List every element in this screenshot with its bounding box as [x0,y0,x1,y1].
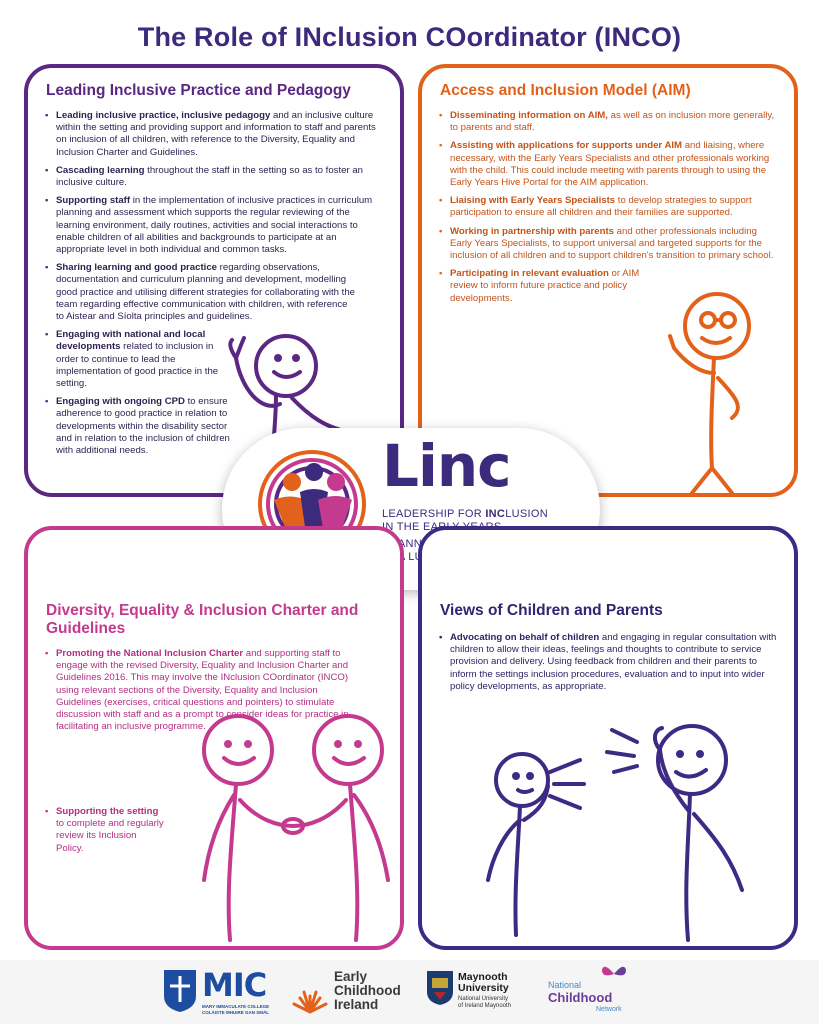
panel-title: Views of Children and Parents [440,602,663,619]
list-item: • Promoting the National Inclusion Charter and supporting staff to engage with the revised Diversity, Equality and Inclusion Charter and Guidelines 2016. This may involve the INclusion COordinator (INCO) using relevant sections of the Diversity, Equality and Inclusion Guidelines (exercises, critical questions and pointers) to stimulate discussion with staff and as a prompt to consider ideas for practice in facilitating an inclusive programme. [44,648,364,800]
list-item: • Supporting the setting to complete and regularly review its Inclusion Policy. [44,806,166,855]
maynooth-university-logo: Maynooth University National University of Ireland Maynooth [426,966,536,1020]
list-item: • Sharing learning and good practice regarding observations, documentation and curriculum planning and development, modelling good practice and utilising different strategies for collaborating with the team regarding effective communication with children, with reference to Aistear and Síolta principles and guidelines. [44,262,356,323]
handshake-stick-figures-illustration [178,700,408,950]
early-childhood-ireland-logo: Early Childhood Ireland [290,966,420,1020]
linc-wordmark: Linc [382,432,511,500]
page-title: The Role of INclusion COordinator (INCO) [137,22,682,52]
list-item: • Cascading learning throughout the staff in the setting so as to foster an inclusive culture. [44,165,384,189]
list-item: • Engaging with ongoing CPD to ensure adherence to good practice in relation to developments within the disability sector and in relation to the inclusion of children with additional needs. [44,396,231,457]
listening-stick-figures-illustration [462,710,792,950]
panel-title: Diversity, Equality & Inclusion Charter and Guidelines [46,602,359,637]
list-item: • Participating in relevant evaluation or AIM review to inform future practice and policy developments. [438,268,645,305]
sunburst-icon [290,974,330,1014]
panel-title: Access and Inclusion Model (AIM) [440,82,691,99]
panel-views-children-parents [418,526,798,950]
national-childhood-network-logo: National Childhood Network [548,962,648,1020]
list-item: • Engaging with national and local developments related to inclusion in order to continue to lead the implementation of good practice in the setting. [44,329,231,390]
list-item: • Assisting with applications for supports under AIM and liaising, where necessary, with the Early Years Specialists and other professionals working with the child. This could include meeting with parents through to using the Early Years Hive Portal for the AIM application. [438,140,778,189]
maynooth-crest-icon [426,970,454,1006]
linc-tagline-en-2: IN THE [382,521,420,533]
list-item: • Leading inclusive practice, inclusive pedagogy and an inclusive culture within the setting and providing support and information to staff and parents on inclusion of all children, with reference to the Diversity, Equality and Inclusion Charter and Guidelines. [44,110,384,159]
butterfly-icon [600,962,628,984]
panel-title: Leading Inclusive Practice and Pedagogy [46,82,351,99]
bullet-list [438,632,783,699]
linc-tagline-en: LEADERSHIP FOR INCLUSION [382,508,548,520]
panel-diversity-equality-inclusion [24,526,404,950]
list-item: • Advocating on behalf of children and engaging in regular consultation with children to allow their ideas, feelings and thoughts to contribute to service provision and delivery. Using feedback from children and their parents to inform the settings inclusion procedures, evaluation and to input into wider policy developments, as appropriate. [438,632,783,693]
mic-logo: MIC MARY IMMACULATE COLLEGE COLÁISTE MHUIRE GAN SMÁL [162,964,292,1020]
list-item: • Working in partnership with parents and other professionals including Early Years Specialists, to support universal and targeted supports for the inclusion of all children and to support children's transition to primary school. [438,226,778,263]
list-item: • Disseminating information on AIM, as well as on inclusion more generally, to parents and staff. [438,110,778,134]
footer-partner-logos [0,960,819,1024]
list-item: • Supporting staff in the implementation of inclusive practices in curriculum planning and assessment which supports the regular reviewing of the learning environment, daily routines, activities and social interactions to enable children of all abilities and backgrounds to participate at an appropriate level in both individual and common tasks. [44,195,384,256]
thinking-stick-figure-illustration [632,278,782,498]
list-item: • Liaising with Early Years Specialists to develop strategies to support participation to ensure all children and their families are supported. [438,195,778,219]
mic-crest-icon [162,968,198,1014]
